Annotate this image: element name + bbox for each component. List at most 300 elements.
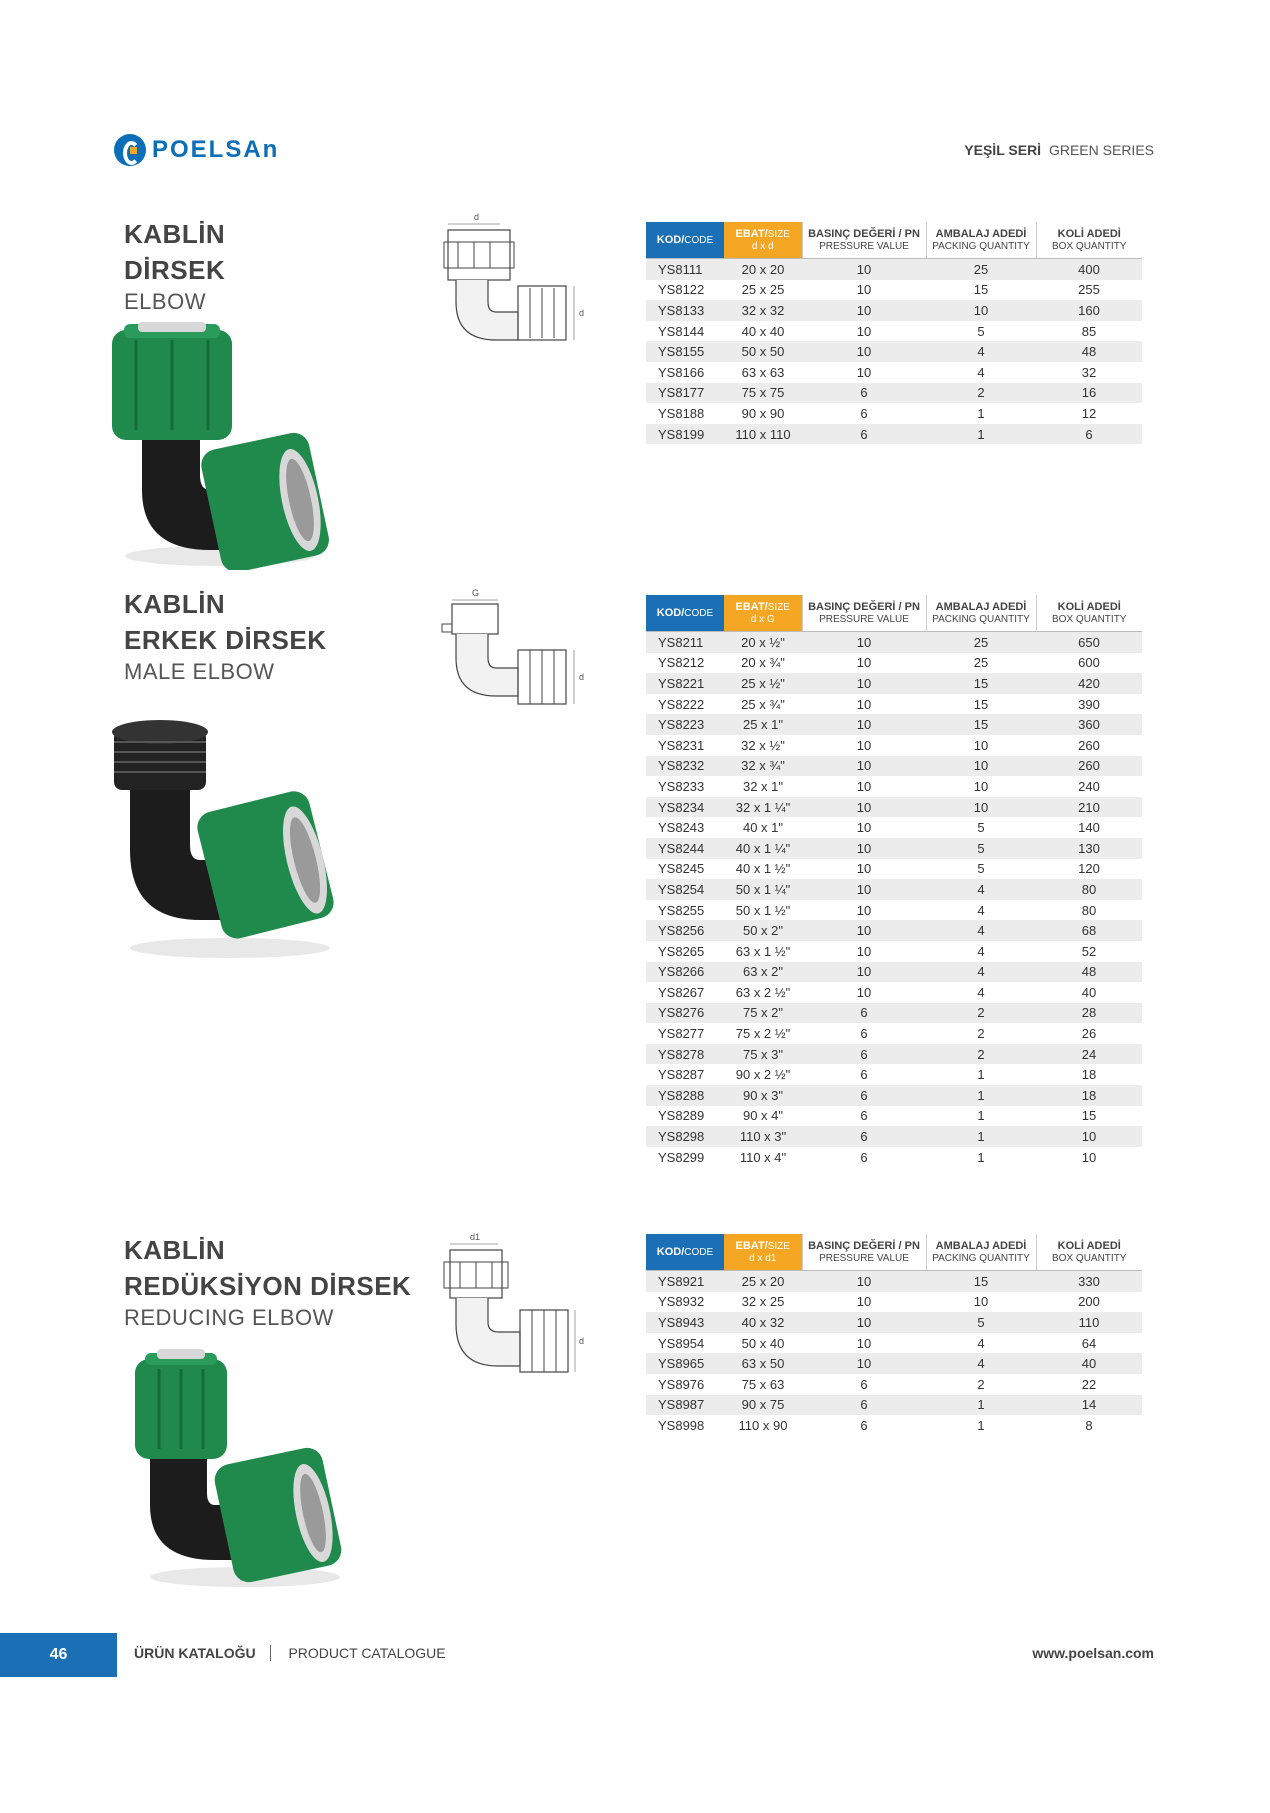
cell-code: YS8254: [646, 879, 724, 900]
cell-box: 240: [1078, 778, 1100, 794]
cell-pressure: 10: [856, 364, 872, 380]
cell-code: YS8222: [658, 696, 705, 712]
cell-packing: 1: [977, 1108, 985, 1124]
cell-packing: 1: [977, 405, 985, 421]
male-elbow-technical-drawing: [438, 588, 588, 708]
cell-pressure: 6: [860, 1026, 868, 1042]
cell-box: 28: [1036, 1003, 1142, 1024]
cell-size: 50 x 2": [724, 920, 802, 941]
table-row: [646, 776, 1142, 797]
cell-code: YS8211: [646, 632, 724, 653]
cell-box: 650: [1036, 632, 1142, 653]
header-code: KOD/CODE: [646, 1234, 724, 1271]
table-row: [646, 1353, 1142, 1374]
cell-pressure: 6: [860, 1149, 868, 1165]
cell-box: 390: [1078, 696, 1100, 712]
table-row: [646, 632, 1142, 653]
cell-packing: 5: [926, 838, 1036, 859]
header-pressure: BASINÇ DEĞERİ / PN PRESSURE VALUE: [802, 1234, 926, 1271]
cell-packing: 4: [926, 341, 1036, 362]
cell-box: 64: [1081, 1335, 1097, 1351]
cell-pressure: 6: [860, 1067, 868, 1083]
brand-name: POELSAn: [152, 136, 280, 163]
table-row: [646, 797, 1142, 818]
cell-packing: 1: [977, 1067, 985, 1083]
cell-code: YS8177: [646, 383, 724, 404]
table-row: [646, 1003, 1142, 1024]
cell-code: YS8932: [658, 1294, 705, 1310]
cell-box: 12: [1081, 405, 1097, 421]
cell-pressure: 10: [802, 920, 926, 941]
cell-pressure: 6: [802, 383, 926, 404]
cell-code: YS8921: [646, 1271, 724, 1292]
cell-size: 32 x 25: [741, 1294, 785, 1310]
table-row: [646, 280, 1142, 301]
cell-packing: 15: [926, 1271, 1036, 1292]
cell-pressure: 10: [802, 838, 926, 859]
cell-code: YS8122: [658, 282, 705, 298]
cell-packing: 4: [926, 962, 1036, 983]
cell-box: 255: [1078, 282, 1100, 298]
table-row: [646, 817, 1142, 838]
title-line-2: ERKEK DİRSEK: [124, 625, 327, 655]
cell-size: 110 x 110: [724, 424, 802, 445]
header-packing: AMBALAJ ADEDİ PACKING QUANTITY: [926, 222, 1036, 259]
cell-pressure: 6: [860, 1417, 868, 1433]
table-header-row: [646, 1234, 1142, 1271]
cell-box: 22: [1081, 1376, 1097, 1392]
cell-size: 75 x 3": [724, 1044, 802, 1065]
cell-size: 25 x 1": [724, 714, 802, 735]
title-en: ELBOW: [124, 289, 206, 314]
section-title-elbow: [124, 216, 225, 316]
cell-code: YS8244: [646, 838, 724, 859]
section-title-male-elbow: [124, 586, 326, 686]
cell-size: 20 x ½": [724, 632, 802, 653]
table-row: [646, 714, 1142, 735]
cell-box: 68: [1036, 920, 1142, 941]
cell-packing: 2: [977, 1376, 985, 1392]
cell-packing: 2: [926, 1003, 1036, 1024]
cell-size: 50 x 50: [724, 341, 802, 362]
cell-size: 75 x 75: [724, 383, 802, 404]
cell-box: 110: [1036, 1312, 1142, 1333]
cell-box: 200: [1078, 1294, 1100, 1310]
cell-packing: 4: [977, 943, 985, 959]
cell-packing: 1: [977, 1417, 985, 1433]
table-row: [646, 900, 1142, 921]
cell-pressure: 10: [856, 655, 872, 671]
cell-box: 140: [1078, 820, 1100, 836]
cell-size: 40 x 32: [724, 1312, 802, 1333]
drawing-label-side: d: [579, 672, 585, 682]
table-row: [646, 1023, 1142, 1044]
header-box: KOLİ ADEDİ BOX QUANTITY: [1036, 222, 1142, 259]
cell-code: YS8965: [646, 1353, 724, 1374]
drawing-label-side: d: [579, 308, 585, 318]
cell-pressure: 6: [802, 1044, 926, 1065]
cell-pressure: 10: [856, 902, 872, 918]
cell-code: YS8954: [658, 1335, 705, 1351]
cell-size: 63 x 2 ½": [735, 984, 791, 1000]
title-en: REDUCING ELBOW: [124, 1305, 334, 1330]
table-row: [646, 424, 1142, 445]
cell-packing: 10: [926, 300, 1036, 321]
cell-packing: 15: [926, 714, 1036, 735]
cell-pressure: 10: [856, 820, 872, 836]
brand-logo: [114, 134, 279, 166]
cell-packing: 1: [926, 1395, 1036, 1416]
cell-size: 90 x 4": [742, 1108, 784, 1124]
cell-code: YS8199: [646, 424, 724, 445]
cell-size: 63 x 1 ½": [735, 943, 791, 959]
cell-pressure: 10: [802, 714, 926, 735]
cell-size: 50 x 40: [741, 1335, 785, 1351]
cell-packing: 4: [977, 902, 985, 918]
table-row: [646, 756, 1142, 777]
table-row: [646, 341, 1142, 362]
table-row: [646, 1085, 1142, 1106]
cell-code: YS8256: [646, 920, 724, 941]
cell-packing: 4: [926, 879, 1036, 900]
section-title-reducing-elbow: [124, 1232, 411, 1332]
cell-size: 75 x 2": [724, 1003, 802, 1024]
cell-size: 40 x 1 ½": [735, 861, 791, 877]
table-row: [646, 859, 1142, 880]
cell-packing: 1: [926, 1085, 1036, 1106]
cell-pressure: 6: [802, 424, 926, 445]
cell-packing: 15: [973, 282, 989, 298]
header-code: KOD/CODE: [646, 222, 724, 259]
cell-code: YS8288: [646, 1085, 724, 1106]
cell-pressure: 6: [802, 1395, 926, 1416]
drawing-label-top: G: [472, 588, 480, 598]
cell-packing: 2: [977, 1026, 985, 1042]
cell-packing: 4: [926, 1353, 1036, 1374]
table-row: [646, 653, 1142, 674]
cell-box: 40: [1036, 1353, 1142, 1374]
cell-code: YS8277: [658, 1026, 705, 1042]
cell-code: YS8266: [646, 962, 724, 983]
cell-code: YS8231: [658, 737, 705, 753]
drawing-label-top: d1: [470, 1232, 481, 1242]
cell-packing: 1: [926, 424, 1036, 445]
cell-code: YS8987: [646, 1395, 724, 1416]
cell-code: YS8298: [646, 1126, 724, 1147]
catalogue-tr: ÜRÜN KATALOĞU: [134, 1645, 271, 1661]
catalogue-en: PRODUCT CATALOGUE: [288, 1645, 446, 1661]
cell-pressure: 6: [802, 1085, 926, 1106]
cell-code: YS8976: [658, 1376, 705, 1392]
table-row: [646, 1333, 1142, 1354]
cell-pressure: 6: [860, 1108, 868, 1124]
cell-box: 16: [1036, 383, 1142, 404]
cell-size: 90 x 75: [724, 1395, 802, 1416]
cell-packing: 1: [926, 1126, 1036, 1147]
cell-pressure: 10: [856, 1294, 872, 1310]
header-size: EBAT/SIZE d x d: [724, 222, 802, 259]
table-row: [646, 259, 1142, 280]
table-header-row: [646, 595, 1142, 632]
cell-packing: 5: [977, 323, 985, 339]
cell-size: 63 x 2": [724, 962, 802, 983]
cell-packing: 25: [926, 632, 1036, 653]
table-row: [646, 1415, 1142, 1436]
cell-code: YS8232: [646, 756, 724, 777]
table-header-row: [646, 222, 1142, 259]
table-row: [646, 403, 1142, 424]
cell-code: YS8276: [646, 1003, 724, 1024]
table-row: [646, 1374, 1142, 1395]
cell-box: 40: [1081, 984, 1097, 1000]
cell-size: 25 x 25: [741, 282, 785, 298]
cell-pressure: 10: [802, 1312, 926, 1333]
cell-pressure: 10: [802, 756, 926, 777]
cell-box: 24: [1036, 1044, 1142, 1065]
cell-box: 260: [1078, 737, 1100, 753]
elbow-technical-drawing: [438, 212, 588, 352]
table-row: [646, 1395, 1142, 1416]
table-row: [646, 735, 1142, 756]
cell-packing: 4: [926, 920, 1036, 941]
cell-code: YS8223: [646, 714, 724, 735]
cell-box: 80: [1036, 879, 1142, 900]
cell-box: 420: [1036, 673, 1142, 694]
table-row: [646, 1292, 1142, 1313]
cell-box: 52: [1081, 943, 1097, 959]
cell-pressure: 10: [856, 282, 872, 298]
cell-packing: 15: [926, 673, 1036, 694]
cell-box: 18: [1081, 1067, 1097, 1083]
cell-code: YS8243: [658, 820, 705, 836]
spec-table-reducing-elbow: [646, 1234, 1142, 1436]
cell-box: 400: [1036, 259, 1142, 280]
cell-packing: 10: [926, 756, 1036, 777]
cell-code: YS8998: [658, 1417, 705, 1433]
cell-size: 32 x 1 ¼": [724, 797, 802, 818]
cell-size: 32 x ½": [741, 737, 785, 753]
table-row: [646, 1312, 1142, 1333]
header-pressure: BASINÇ DEĞERİ / PN PRESSURE VALUE: [802, 595, 926, 632]
cell-code: YS8267: [658, 984, 705, 1000]
title-line-1: KABLİN: [124, 589, 226, 619]
cell-box: 32: [1081, 364, 1097, 380]
table-row: [646, 920, 1142, 941]
drawing-label-top: d: [474, 212, 480, 222]
cell-box: 14: [1036, 1395, 1142, 1416]
cell-box: 48: [1036, 962, 1142, 983]
cell-pressure: 6: [802, 1126, 926, 1147]
table-row: [646, 383, 1142, 404]
table-row: [646, 1044, 1142, 1065]
spec-table-elbow: [646, 222, 1142, 444]
header-packing: AMBALAJ ADEDİ PACKING QUANTITY: [926, 1234, 1036, 1271]
male-elbow-product-photo: [100, 710, 340, 960]
cell-size: 40 x 1": [742, 820, 784, 836]
cell-packing: 10: [973, 1294, 989, 1310]
cell-code: YS8943: [646, 1312, 724, 1333]
cell-size: 20 x 20: [724, 259, 802, 280]
cell-box: 330: [1036, 1271, 1142, 1292]
series-label: [964, 142, 1154, 158]
drawing-label-side: d: [579, 1336, 585, 1346]
cell-code: YS8255: [658, 902, 705, 918]
cell-code: YS8278: [646, 1044, 724, 1065]
cell-pressure: 10: [802, 1353, 926, 1374]
header-pressure: BASINÇ DEĞERİ / PN PRESSURE VALUE: [802, 222, 926, 259]
header-size: EBAT/SIZE d x d1: [724, 1234, 802, 1271]
cell-packing: 25: [926, 259, 1036, 280]
cell-pressure: 10: [856, 861, 872, 877]
cell-code: YS8265: [658, 943, 705, 959]
cell-box: 15: [1081, 1108, 1097, 1124]
cell-packing: 25: [973, 655, 989, 671]
cell-box: 130: [1036, 838, 1142, 859]
cell-box: 8: [1085, 1417, 1093, 1433]
cell-pressure: 10: [802, 962, 926, 983]
cell-packing: 10: [926, 797, 1036, 818]
header-packing: AMBALAJ ADEDİ PACKING QUANTITY: [926, 595, 1036, 632]
cell-box: 600: [1078, 655, 1100, 671]
cell-code: YS8133: [646, 300, 724, 321]
cell-size: 110 x 90: [738, 1417, 788, 1433]
table-row: [646, 1147, 1142, 1168]
cell-box: 18: [1036, 1085, 1142, 1106]
cell-size: 25 x ¾": [741, 696, 785, 712]
cell-pressure: 10: [856, 737, 872, 753]
cell-pressure: 10: [802, 797, 926, 818]
cell-box: 210: [1036, 797, 1142, 818]
cell-packing: 1: [977, 1149, 985, 1165]
header-code: KOD/CODE: [646, 595, 724, 632]
cell-pressure: 6: [860, 405, 868, 421]
cell-size: 50 x 1 ¼": [724, 879, 802, 900]
page-number: 46: [0, 1633, 117, 1677]
title-line-2: REDÜKSİYON DİRSEK: [124, 1271, 412, 1301]
cell-packing: 4: [977, 984, 985, 1000]
cell-packing: 10: [973, 778, 989, 794]
header-box: KOLİ ADEDİ BOX QUANTITY: [1036, 595, 1142, 632]
series-en: GREEN SERIES: [1048, 142, 1154, 158]
cell-pressure: 10: [802, 300, 926, 321]
elbow-product-photo: [100, 320, 340, 570]
cell-packing: 2: [926, 1044, 1036, 1065]
reducing-elbow-technical-drawing: [438, 1232, 588, 1378]
cell-code: YS8155: [646, 341, 724, 362]
title-line-1: KABLİN: [124, 1235, 226, 1265]
cell-size: 75 x 63: [741, 1376, 785, 1392]
cell-size: 90 x 3": [724, 1085, 802, 1106]
cell-code: YS8234: [646, 797, 724, 818]
title-line-1: KABLİN: [124, 219, 226, 249]
cell-packing: 5: [977, 861, 985, 877]
table-row: [646, 673, 1142, 694]
table-row: [646, 962, 1142, 983]
cell-size: 63 x 50: [724, 1353, 802, 1374]
cell-packing: 5: [977, 820, 985, 836]
cell-box: 26: [1081, 1026, 1097, 1042]
cell-size: 63 x 63: [741, 364, 785, 380]
cell-size: 110 x 3": [724, 1126, 802, 1147]
table-row: [646, 1271, 1142, 1292]
cell-packing: 4: [977, 364, 985, 380]
cell-size: 75 x 2 ½": [735, 1026, 791, 1042]
cell-size: 32 x 1": [742, 778, 784, 794]
cell-pressure: 10: [856, 323, 872, 339]
table-row: [646, 879, 1142, 900]
cell-box: 120: [1078, 861, 1100, 877]
cell-size: 40 x 40: [741, 323, 785, 339]
cell-size: 90 x 90: [741, 405, 785, 421]
table-row: [646, 362, 1142, 383]
cell-pressure: 10: [802, 1271, 926, 1292]
table-row: [646, 941, 1142, 962]
cell-code: YS8221: [646, 673, 724, 694]
cell-code: YS8233: [658, 778, 705, 794]
cell-box: 48: [1036, 341, 1142, 362]
cell-code: YS8287: [658, 1067, 705, 1083]
cell-pressure: 10: [802, 259, 926, 280]
cell-box: 85: [1081, 323, 1097, 339]
cell-size: 32 x ¾": [724, 756, 802, 777]
cell-code: YS8188: [658, 405, 705, 421]
cell-pressure: 10: [856, 943, 872, 959]
cell-code: YS8299: [658, 1149, 705, 1165]
cell-box: 260: [1036, 756, 1142, 777]
header-box: KOLİ ADEDİ BOX QUANTITY: [1036, 1234, 1142, 1271]
cell-box: 80: [1081, 902, 1097, 918]
cell-pressure: 10: [856, 778, 872, 794]
cell-pressure: 10: [856, 696, 872, 712]
table-row: [646, 1064, 1142, 1085]
cell-packing: 2: [926, 383, 1036, 404]
reducing-elbow-product-photo: [115, 1345, 350, 1590]
cell-code: YS8245: [658, 861, 705, 877]
cell-code: YS8111: [646, 259, 724, 280]
cell-packing: 10: [973, 737, 989, 753]
cell-box: 10: [1081, 1149, 1097, 1165]
cell-size: 32 x 32: [724, 300, 802, 321]
poelsan-logo-icon: [114, 134, 146, 166]
series-tr: YEŞİL SERİ: [964, 142, 1042, 158]
cell-size: 40 x 1 ¼": [724, 838, 802, 859]
cell-code: YS8144: [658, 323, 705, 339]
table-row: [646, 982, 1142, 1003]
website-link[interactable]: www.poelsan.com: [1032, 1645, 1154, 1661]
cell-pressure: 10: [802, 879, 926, 900]
header-size: EBAT/SIZE d x G: [724, 595, 802, 632]
cell-size: 50 x 1 ½": [735, 902, 791, 918]
cell-size: 90 x 2 ½": [735, 1067, 791, 1083]
table-row: [646, 694, 1142, 715]
cell-box: 6: [1036, 424, 1142, 445]
cell-size: 25 x ½": [724, 673, 802, 694]
cell-box: 10: [1036, 1126, 1142, 1147]
table-row: [646, 1106, 1142, 1127]
cell-code: YS8212: [658, 655, 705, 671]
cell-code: YS8166: [658, 364, 705, 380]
cell-size: 20 x ¾": [741, 655, 785, 671]
spec-table-male-elbow: [646, 595, 1142, 1167]
cell-pressure: 10: [802, 673, 926, 694]
table-row: [646, 300, 1142, 321]
cell-packing: 5: [926, 1312, 1036, 1333]
cell-packing: 15: [973, 696, 989, 712]
cell-pressure: 10: [856, 984, 872, 1000]
table-row: [646, 1126, 1142, 1147]
table-row: [646, 321, 1142, 342]
cell-size: 25 x 20: [724, 1271, 802, 1292]
